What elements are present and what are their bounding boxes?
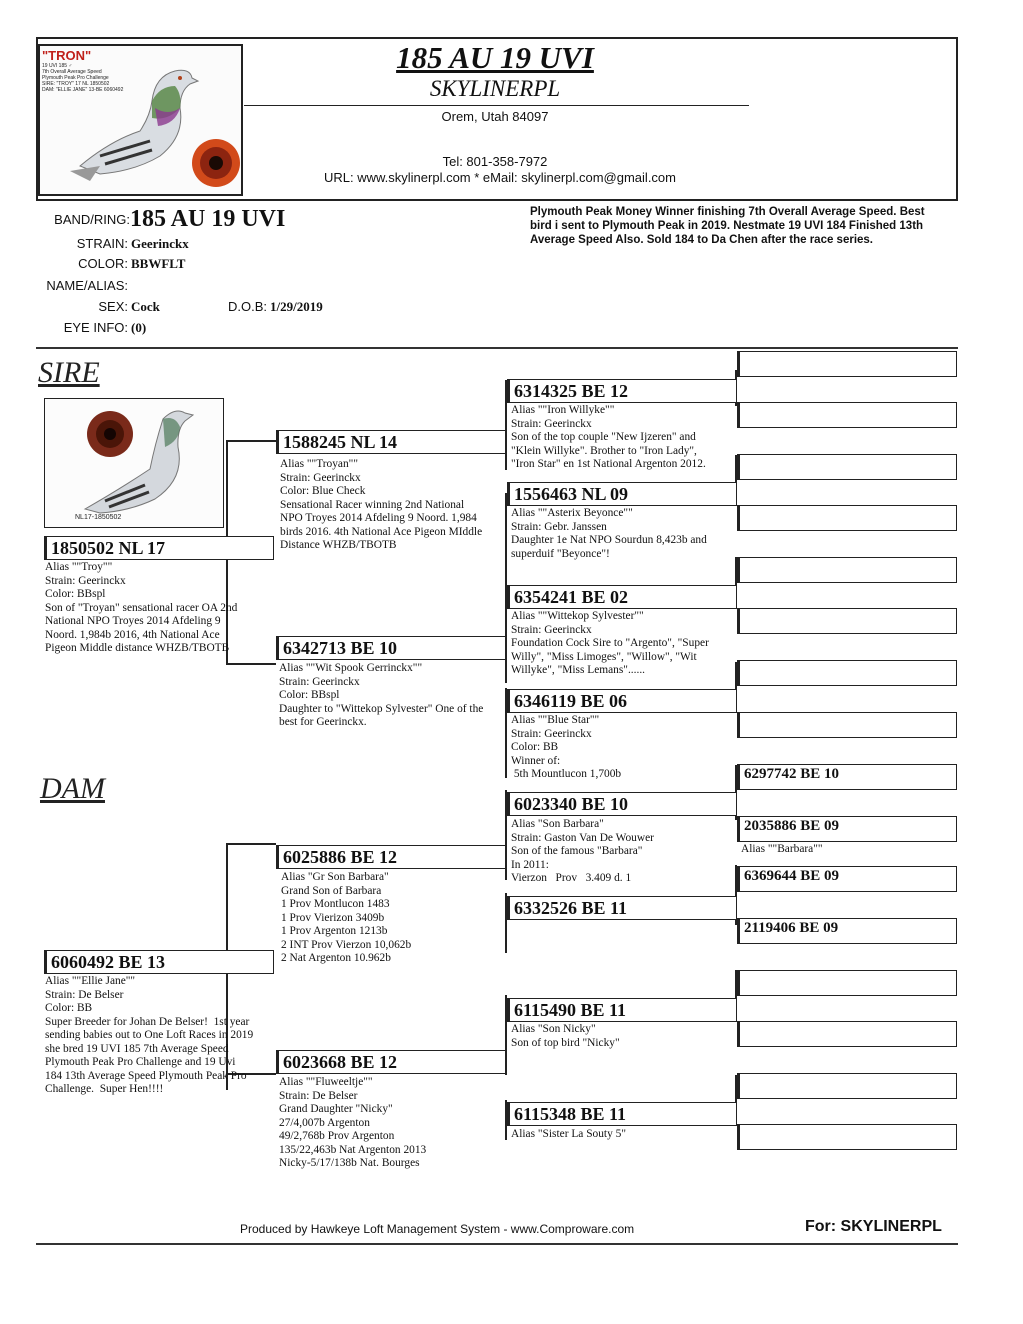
empty-ancestor-box xyxy=(737,557,957,583)
sdd-line-4: Winner of: xyxy=(511,754,561,767)
footer-divider xyxy=(36,1243,958,1245)
sds-band: 6354241 BE 02 xyxy=(507,585,737,609)
connector xyxy=(226,663,276,665)
dds-band: 6115490 BE 11 xyxy=(507,998,737,1022)
ss-line-7: Distance WHZB/TBOTB xyxy=(280,539,397,551)
sds-line-3: Foundation Cock Sire to "Argento", "Super xyxy=(511,637,709,649)
sdd-band: 6346119 BE 06 xyxy=(507,689,737,713)
empty-ancestor-box xyxy=(737,1021,957,1047)
empty-ancestor-box xyxy=(737,505,957,531)
connector xyxy=(505,493,507,583)
sd-line-5: best for Geerinckx. xyxy=(279,716,367,728)
dam-heading: DAM xyxy=(40,772,105,805)
dd-band: 6023668 BE 12 xyxy=(276,1050,506,1074)
sdd-line-3: Color: BB xyxy=(511,741,559,753)
dd-line-5: 49/2,768b Prov Argenton xyxy=(279,1130,395,1142)
dam-line-5: sending babies out to One Loft Races in 2019 xyxy=(45,1029,254,1041)
sire-photo xyxy=(44,398,224,528)
sd-line-2: Strain: Geerinckx xyxy=(279,675,360,688)
connector xyxy=(226,440,276,442)
strain-label: STRAIN: xyxy=(76,236,128,251)
dob-label: D.O.B: xyxy=(228,299,268,314)
sss-band: 6314325 BE 12 xyxy=(507,379,737,403)
photo-caption-4: SIRE: "TROY" 17 NL 1850502 xyxy=(42,81,110,87)
dam-line-2: Strain: De Belser xyxy=(45,988,124,1001)
sire-line-1: Alias ""Troy"" xyxy=(45,561,113,573)
sd-line-4: Daughter to "Wittekop Sylvester" One of the xyxy=(279,702,484,715)
loft-name: SKYLINERPL xyxy=(429,76,561,101)
dss-line-3: Son of the famous "Barbara" xyxy=(511,845,643,857)
dam-info xyxy=(45,975,280,1097)
ddd-line-1: Alias "Sister La Souty 5" xyxy=(511,1128,626,1140)
ds-line-6: 2 INT Prov Vierzon 10,062b xyxy=(281,938,412,951)
dss-line-2: Strain: Gaston Van De Wouwer xyxy=(511,831,654,844)
sire-heading: SIRE xyxy=(38,356,100,389)
sire-band: 1850502 NL 17 xyxy=(44,536,274,560)
sss-line-4: "Klein Willyke". Brother to "Iron Lady", xyxy=(511,444,697,457)
dd-line-7: Nicky-5/17/138b Nat. Bourges xyxy=(279,1157,420,1169)
empty-ancestor-box xyxy=(737,712,957,738)
ds-line-3: 1 Prov Montlucon 1483 xyxy=(281,898,390,910)
dam-line-6: she bred 19 UVI 185 7th Average Speed xyxy=(45,1042,229,1055)
dds-info xyxy=(511,1023,733,1050)
subject-photo xyxy=(38,44,243,196)
ssd-line-4: superduif "Beyonce"! xyxy=(511,547,610,560)
ssd-line-1: Alias ""Asterix Beyonce"" xyxy=(511,507,633,519)
dss-line-1: Alias "Son Barbara" xyxy=(511,818,604,830)
title-divider xyxy=(244,105,749,106)
ddd-band: 6115348 BE 11 xyxy=(507,1102,737,1126)
footer-for-loft: For: SKYLINERPL xyxy=(805,1218,942,1235)
ddd-info xyxy=(511,1128,733,1142)
sdd-info xyxy=(511,714,733,782)
pigeon-illustration xyxy=(40,46,241,194)
sds-line-2: Strain: Geerinckx xyxy=(511,623,592,636)
strain-value: Geerinckx xyxy=(131,236,189,251)
sire-line-2: Strain: Geerinckx xyxy=(45,574,126,587)
dam-line-4: Super Breeder for Johan De Belser! 1st year xyxy=(45,1015,250,1028)
ds-line-1: Alias "Gr Son Barbara" xyxy=(281,871,389,883)
sire-pigeon-illustration xyxy=(45,399,222,526)
ds-info xyxy=(281,871,503,966)
ssd-band: 1556463 NL 09 xyxy=(507,482,737,506)
eye-info-label: EYE INFO: xyxy=(63,320,128,335)
sire-line-7: Pigeon Middle distance WHZB/TBOTB xyxy=(45,642,230,654)
sss-info xyxy=(511,404,733,472)
empty-ancestor-box xyxy=(737,1073,957,1099)
subject-summary: Plymouth Peak Money Winner finishing 7th Overall Average Speed. Best bird i sent to Plymouth Peak in 2019. Nestmate 19 UVI 184 Finished 13th Average Speed Also. Sold 184 to Da Chen after the race series. xyxy=(530,206,925,246)
dob-value: 1/29/2019 xyxy=(270,299,323,314)
loft-phone: Tel: 801-358-7972 xyxy=(442,154,548,169)
empty-ancestor-box xyxy=(737,1124,957,1150)
eye-info-value: (0) xyxy=(131,320,147,335)
photo-caption-5: DAM: "ELLIE JANE" 13-BE 6060492 xyxy=(42,87,124,93)
sds-line-5: Willyke", "Miss Lemans"...... xyxy=(511,664,646,676)
sss-line-2: Strain: Geerinckx xyxy=(511,417,592,430)
ss-line-6: birds 2016. 4th National Ace Pigeon MIddle xyxy=(280,525,483,538)
ss-info xyxy=(280,458,505,553)
dd-line-4: 27/4,007b Argenton xyxy=(279,1116,370,1129)
page-title: 185 AU 19 UVI xyxy=(396,40,594,75)
g5b-alias: Alias ""Barbara"" xyxy=(741,843,823,855)
dd-info xyxy=(279,1076,504,1171)
sire-photo-caption: NL17-1850502 xyxy=(75,514,122,521)
photo-caption-3: Plymouth Peak Pro Challenge xyxy=(42,75,109,81)
dd-line-2: Strain: De Belser xyxy=(279,1089,358,1102)
ss-line-1: Alias ""Troyan"" xyxy=(280,458,358,470)
dd-line-6: 135/22,463b Nat Argenton 2013 xyxy=(279,1143,427,1156)
sd-info xyxy=(279,662,504,730)
dds-line-2: Son of top bird "Nicky" xyxy=(511,1036,620,1049)
dam-line-8: 184 13th Average Speed Plymouth Peak Pro xyxy=(45,1069,247,1082)
empty-ancestor-box xyxy=(737,454,957,480)
empty-ancestor-box xyxy=(737,402,957,428)
ds-line-5: 1 Prov Argenton 1213b xyxy=(281,925,388,937)
dam-line-1: Alias ""Ellie Jane"" xyxy=(45,975,136,987)
sds-info xyxy=(511,610,733,678)
band-value: 185 AU 19 UVI xyxy=(130,206,286,232)
sire-line-3: Color: BBspl xyxy=(45,588,106,600)
footer-produced-by: Produced by Hawkeye Loft Management System - www.Comproware.com xyxy=(240,1222,635,1236)
loft-url-email[interactable]: URL: www.skylinerpl.com * eMail: skylinerpl.com@gmail.com xyxy=(323,170,676,185)
ss-band: 1588245 NL 14 xyxy=(276,430,506,454)
g5d-band: 2119406 BE 09 xyxy=(737,918,957,944)
sire-line-5: National NPO Troyes 2014 Afdeling 9 xyxy=(45,615,221,627)
dss-line-5: Vierzon Prov 3.409 d. 1 xyxy=(511,872,632,884)
color-value: BBWFLT xyxy=(131,256,186,271)
ss-line-3: Color: Blue Check xyxy=(280,485,366,497)
sss-line-5: "Iron Star" en 1st National Argenton 2012. xyxy=(511,458,706,470)
connector xyxy=(226,843,276,845)
sire-line-4: Son of "Troyan" sensational racer OA 2nd xyxy=(45,601,238,614)
color-label: COLOR: xyxy=(78,256,128,271)
ds-line-2: Grand Son of Barbara xyxy=(281,884,382,897)
sex-label: SEX: xyxy=(98,299,128,314)
photo-caption-2: 7th Overall Average Speed xyxy=(42,69,102,75)
dam-line-9: Challenge. Super Hen!!!! xyxy=(45,1083,164,1095)
photo-caption-1: 19 UVI 185 ♂ xyxy=(42,63,73,69)
ssd-line-2: Strain: Gebr. Janssen xyxy=(511,520,607,533)
ds-line-4: 1 Prov Vierizon 3409b xyxy=(281,911,385,924)
sds-line-4: Willy", "Miss Limoges", "Willow", "Wit xyxy=(511,650,697,663)
ss-line-5: NPO Troyes 2014 Afdeling 9 Noord. 1,984 xyxy=(280,512,477,524)
dam-band: 6060492 BE 13 xyxy=(44,950,274,974)
dss-line-4: In 2011: xyxy=(511,858,549,871)
photo-name-tag: "TRON" xyxy=(42,48,92,63)
dss-info xyxy=(511,818,733,886)
dsd-band: 6332526 BE 11 xyxy=(507,896,737,920)
g5b-band: 2035886 BE 09 xyxy=(737,816,957,842)
sdd-line-1: Alias ""Blue Star"" xyxy=(511,714,600,726)
dam-line-3: Color: BB xyxy=(45,1002,93,1014)
empty-ancestor-box xyxy=(737,608,957,634)
ssd-info xyxy=(511,507,733,561)
ssd-line-3: Daughter 1e Nat NPO Sourdun 8,423b and xyxy=(511,534,707,546)
name-alias-label: NAME/ALIAS: xyxy=(46,278,128,293)
dds-line-1: Alias "Son Nicky" xyxy=(511,1023,596,1035)
band-label: BAND/RING: xyxy=(54,212,130,227)
g5c-band: 6369644 BE 09 xyxy=(737,866,957,892)
sd-band: 6342713 BE 10 xyxy=(276,636,506,660)
dd-line-3: Grand Daughter "Nicky" xyxy=(279,1103,393,1115)
loft-location: Orem, Utah 84097 xyxy=(441,109,549,124)
sd-line-3: Color: BBspl xyxy=(279,689,340,701)
sd-line-1: Alias ""Wit Spook Gerrinckx"" xyxy=(279,662,423,674)
sire-line-6: Noord. 1,984b 2016, 4th National Ace xyxy=(45,628,220,641)
empty-ancestor-box xyxy=(737,351,957,377)
sds-line-1: Alias ""Wittekop Sylvester"" xyxy=(511,610,644,622)
empty-ancestor-box xyxy=(737,660,957,686)
sss-line-3: Son of the top couple "New Ijzeren" and xyxy=(511,431,696,443)
empty-ancestor-box xyxy=(737,970,957,996)
g5a-band: 6297742 BE 10 xyxy=(737,764,957,790)
sex-value: Cock xyxy=(131,299,160,314)
dd-line-1: Alias ""Fluweeltje"" xyxy=(279,1076,373,1088)
ds-line-7: 2 Nat Argenton 10.962b xyxy=(281,952,391,964)
sire-info xyxy=(45,561,280,656)
sss-line-1: Alias ""Iron Willyke"" xyxy=(511,404,615,416)
ss-line-4: Sensational Racer winning 2nd National xyxy=(280,498,465,511)
sdd-line-5: 5th Mountlucon 1,700b xyxy=(511,768,622,780)
sdd-line-2: Strain: Geerinckx xyxy=(511,727,592,740)
ss-line-2: Strain: Geerinckx xyxy=(280,471,361,484)
ds-band: 6025886 BE 12 xyxy=(276,845,506,869)
section-divider xyxy=(36,347,958,349)
connector xyxy=(226,843,228,953)
dss-band: 6023340 BE 10 xyxy=(507,792,737,816)
dam-line-7: Plymouth Peak Pro Challenge and 19 Uvi xyxy=(45,1056,236,1068)
